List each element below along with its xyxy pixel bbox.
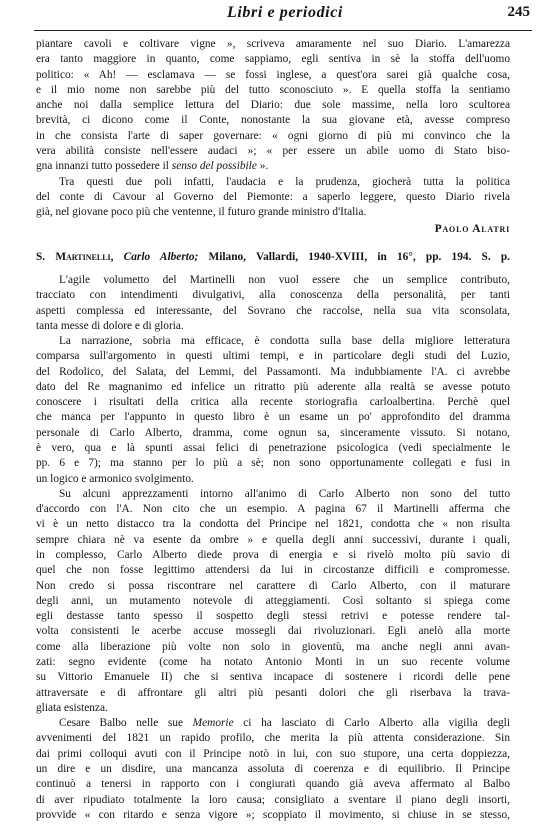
text-line (36, 808, 510, 823)
text-line (36, 777, 510, 792)
text-run: sempre chiara nè va esente da ombre » e quella degli anni successivi, durante i quali, (36, 533, 510, 546)
text-line (36, 52, 510, 67)
text-line (36, 426, 510, 441)
text-line (36, 273, 510, 288)
text-run: attraversate e di affrontare gli altri più pesanti dolori che gli riserbava la trava- (36, 686, 510, 699)
text-line (36, 37, 510, 52)
text-run: è vero, qua e là spunti assai felici di penetrazione psicologica (vedi specialmente le (36, 442, 510, 455)
text-run: Milano, Vallardi, 1940-XVIII, in 16°, pp. 194. S. p. (198, 250, 511, 263)
text-line (36, 304, 510, 319)
text-line (36, 83, 510, 98)
text-line (36, 159, 510, 174)
text-line (36, 502, 510, 517)
text-run: gliata esistenza. (36, 701, 108, 714)
text-run: anche noi dalla semplice lettura del Diario: due sole massime, nella loro scultorea (36, 99, 510, 112)
text-run: S. (36, 250, 56, 263)
text-line (36, 129, 510, 144)
text-line (36, 762, 510, 777)
text-run: zati: segno evidente (come ha notato Antonio Monti in un suo recente volume (36, 655, 510, 668)
text-run: brevità, ci dicono come il Conte, nonostante la sua giovane età, avesse compreso (36, 114, 510, 127)
text-run: egli destasse tanto spesso il sospetto degli stessi retrivi e potesse rendere tal- (36, 610, 510, 623)
text-line (36, 655, 510, 670)
text-line (36, 579, 510, 594)
text-line (36, 205, 510, 220)
review-signature: Paolo Alatri (434, 223, 510, 236)
text-line (36, 319, 510, 334)
text-run: conoscere i risultati della critica alla recente storiografia carloalbertina. Perchè quel (36, 396, 510, 409)
text-run: , (110, 250, 124, 263)
text-run: del conte di Cavour al Governo del Piemonte: a saperlo leggere, questo Diario rivela (36, 190, 510, 203)
text-run: come alla liberazione più volte non solo in gioventù, ma anche negli anni avan- (36, 640, 510, 653)
text-run: aspetti complessa ed interessante, del Sovrano che raccolse, nella sua vita sconsolata, (36, 304, 510, 317)
text-line (36, 410, 510, 425)
text-line (36, 731, 510, 746)
text-run: ci ha lasciato di Carlo Alberto alla vigilia degli (233, 717, 510, 730)
text-run: d'accordo con l'A. Non cito che un esempio. A pagina 67 il Martinelli afferma che (36, 503, 510, 516)
text-run: di aver ripudiato totalmente la loro causa; consigliato a sventare il piano degli insorti, (36, 793, 510, 806)
text-run: provvide « con ritardo e senza vigore »; scoppiato il movimento, si chiuse in se stesso, (36, 808, 510, 821)
text-line (36, 288, 510, 303)
text-line (36, 701, 510, 716)
text-line (36, 441, 510, 456)
text-line (36, 609, 510, 624)
text-line (36, 472, 510, 487)
text-line (36, 640, 510, 655)
text-line (36, 563, 510, 578)
text-run: La narrazione, sobria ma efficace, è condotta sulla base della migliore letteratura (59, 335, 510, 348)
author-name: Martinelli (55, 250, 111, 263)
text-run: dato del Re magnanimo ed infelice un ritratto più aderente alla realtà se avesse potuto (36, 380, 510, 393)
text-run: L'agile volumetto del Martinelli non vuol essere che un semplice contributo, (59, 273, 510, 286)
text-run: degli anni, un mutamento notevole di atteggiamenti. Così soltanto si spiega come (36, 594, 510, 607)
bibliographic-citation (36, 250, 510, 265)
text-run: gna innanzi tutto possedere il (36, 160, 172, 173)
text-line (36, 456, 510, 471)
text-run: Su alcuni apprezzamenti intorno all'animo di Carlo Alberto non sono del tutto (59, 487, 510, 500)
text-run: Tra questi due poli infatti, l'audacia e la prudenza, giocherà tutta la politica (59, 175, 510, 188)
page-body (36, 37, 510, 823)
text-run: dai primi colloqui avuti con il Principe notò in lui, con suo stupore, una certa doppiezza, (36, 747, 510, 760)
text-run: tanta messe di dolore e di gloria. (36, 319, 184, 332)
text-run: tracciato con intendimenti divulgativi, alla conoscenza della personalità, per tanti (36, 289, 510, 302)
text-run: politico: « Ah! — esclamava — se fossi inglese, a quest'ora sarei già qualche cosa, (36, 68, 510, 81)
text-line (36, 98, 510, 113)
page-number: 245 (507, 4, 530, 20)
page-header (40, 4, 530, 26)
text-line (36, 624, 510, 639)
text-run: continuò a tenersi in rapporto con i congiurati quando già aveva affermato al Balbo (36, 778, 510, 791)
text-run: vera abilità consiste nell'essere audaci »; « per essere un abile uomo di Stato biso- (36, 144, 510, 157)
text-line (36, 594, 510, 609)
text-run: Cesare Balbo nelle sue (59, 717, 193, 730)
review-alatri-text (36, 37, 510, 220)
text-line (36, 68, 510, 83)
text-run: vi è un netto distacco tra la condotta del Principe nel 1821, condotta che « non risulta (36, 518, 510, 531)
review-martinelli-text (36, 273, 510, 823)
text-run: che manca per l'appunto in questo libro è un esame un po' approfondito del dramma (36, 411, 510, 424)
text-line (36, 334, 510, 349)
text-line (36, 487, 510, 502)
text-run: un dire e un disdire, una mancanza assoluta di coerenza e di equilibrio. Il Principe (36, 762, 510, 775)
text-run: pp. 6 e 7); ma stanno per lo più a sè; non sono opportunamente collegati e fusi in (36, 457, 510, 470)
italic-text: senso del possibile (171, 160, 257, 173)
text-line (36, 113, 510, 128)
text-run: avvenimenti del 1821 un rapido profilo, che merita la più attenta considerazione. Sin (36, 732, 510, 745)
text-line (36, 517, 510, 532)
text-run: su Vittorio Emanuele II) che si sentiva incapace di sostenere i ricordi delle pene (36, 671, 510, 684)
italic-text: Memorie (192, 717, 234, 730)
text-line (36, 365, 510, 380)
text-line (36, 144, 510, 159)
text-run: era tanto maggiore in quanto, come sappiamo, egli sentiva in sè la stoffa dell'uomo (36, 53, 510, 66)
text-run: volta consistenti le acerbe accuse mossegli dai rivoluzionari. Egli anelò alla morte (36, 625, 510, 638)
text-run: del Rodolico, del Salata, del Lemmi, del Passamonti. Ma indubbiamente l'A. ci avrebbe (36, 365, 510, 378)
text-line (36, 548, 510, 563)
text-run: quel che non fosse legittimo attendersi da lui in circostanze difficili e compromesse. (36, 564, 510, 577)
text-line (36, 716, 510, 731)
text-line (36, 395, 510, 410)
text-run: comparsa sull'argomento in questi ultimi tempi, e in particolare degli studi del Luzio, (36, 350, 510, 363)
text-line (36, 793, 510, 808)
text-run: un logico e armonico svolgimento. (36, 472, 194, 485)
text-line (36, 380, 510, 395)
header-rule (34, 30, 532, 31)
text-run: già, nel giovane poco più che ventenne, il futuro grande ministro d'Italia. (36, 206, 367, 219)
running-title: Libri e periodici (227, 4, 343, 21)
text-run: e il mio nome non sarebbe più del tutto sconosciuto ». E quella stoffa la sentiamo (36, 83, 510, 96)
text-line (36, 686, 510, 701)
text-line (36, 747, 510, 762)
italic-text: Carlo Alberto; (123, 250, 199, 263)
text-run: ». (256, 160, 269, 173)
text-line (36, 190, 510, 205)
text-line (36, 349, 510, 364)
text-run: in che consista l'arte di saper governare: « ogni giorno di più mi convinco che la (36, 129, 510, 142)
text-run: in complesso, Carlo Alberto diede prova di energia e si rivelò molto più savio di (36, 549, 510, 561)
text-run: Non credo si possa riscontrare nel carattere di Carlo Alberto, con il maturare (36, 579, 510, 592)
text-line (36, 533, 510, 548)
text-line (36, 175, 510, 190)
text-line (36, 670, 510, 685)
text-run: personale di Carlo Alberto, dramma, come ognun sa, sinceramente vissuto. Si notano, (36, 426, 510, 439)
text-run: piantare cavoli e coltivare vigne », scriveva amaramente nel suo Diario. L'amarezza (36, 38, 510, 50)
